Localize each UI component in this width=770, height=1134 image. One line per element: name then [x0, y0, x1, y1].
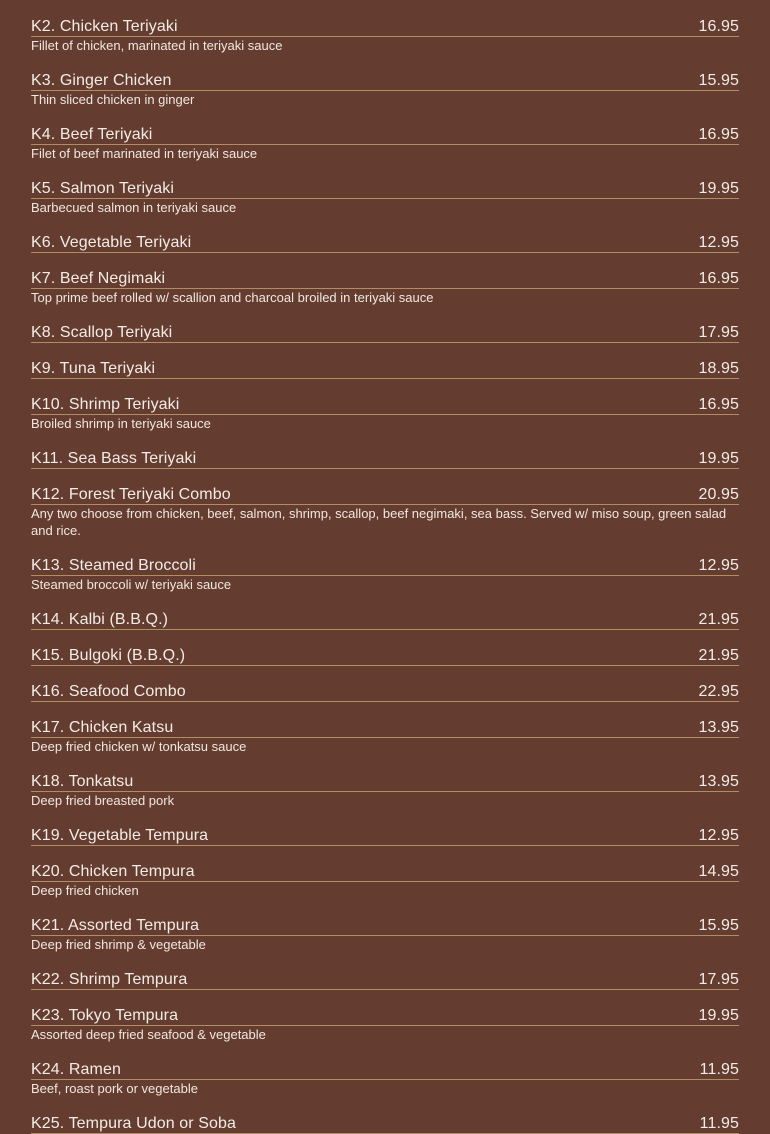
menu-item-header	[31, 358, 739, 379]
menu-item-header	[31, 394, 739, 415]
menu-item	[31, 124, 739, 178]
menu-item-header	[31, 555, 739, 576]
menu-item	[31, 16, 739, 70]
menu-item	[31, 358, 739, 394]
item-name: K3. Ginger Chicken	[31, 72, 172, 89]
item-description: Beef, roast pork or vegetable	[31, 1081, 198, 1096]
menu-item	[31, 178, 739, 232]
item-name: K17. Chicken Katsu	[31, 719, 174, 736]
menu-item	[31, 1059, 739, 1113]
item-name: K8. Scallop Teriyaki	[31, 324, 173, 341]
item-price: 13.95	[698, 773, 739, 790]
menu-item	[31, 861, 739, 915]
item-price: 12.95	[698, 557, 739, 574]
item-name: K13. Steamed Broccoli	[31, 557, 196, 574]
item-price: 19.95	[698, 1007, 739, 1024]
item-name: K23. Tokyo Tempura	[31, 1007, 179, 1024]
item-price: 12.95	[698, 827, 739, 844]
menu-item-header	[31, 178, 739, 199]
item-name: K18. Tonkatsu	[31, 773, 134, 790]
item-price: 17.95	[698, 971, 739, 988]
menu-item	[31, 825, 739, 861]
item-name: K24. Ramen	[31, 1061, 121, 1078]
menu-item-header	[31, 268, 739, 289]
menu-item-header	[31, 484, 739, 505]
item-price: 19.95	[698, 450, 739, 467]
menu-item	[31, 322, 739, 358]
menu-item-header	[31, 1005, 739, 1026]
item-price: 21.95	[698, 611, 739, 628]
menu-item-header	[31, 609, 739, 630]
menu-item	[31, 232, 739, 268]
item-price: 16.95	[698, 18, 739, 35]
menu-item	[31, 268, 739, 322]
item-description: Assorted deep fried seafood & vegetable	[31, 1027, 266, 1042]
item-description: Thin sliced chicken in ginger	[31, 92, 195, 107]
item-price: 16.95	[698, 270, 739, 287]
menu-item-header	[31, 70, 739, 91]
item-price: 14.95	[698, 863, 739, 880]
item-price: 21.95	[698, 647, 739, 664]
item-price: 15.95	[698, 72, 739, 89]
item-name: K5. Salmon Teriyaki	[31, 180, 175, 197]
menu-item-header	[31, 1113, 739, 1134]
menu-item	[31, 70, 739, 124]
item-price: 13.95	[698, 719, 739, 736]
menu-item	[31, 969, 739, 1005]
menu-item-header	[31, 16, 739, 37]
menu-item	[31, 484, 739, 555]
item-name: K25. Tempura Udon or Soba	[31, 1115, 236, 1132]
menu-item	[31, 448, 739, 484]
item-description: Deep fried breasted pork	[31, 793, 175, 808]
item-name: K2. Chicken Teriyaki	[31, 18, 178, 35]
menu-item	[31, 681, 739, 717]
menu-item	[31, 394, 739, 448]
menu-item-header	[31, 915, 739, 936]
item-price: 19.95	[698, 180, 739, 197]
item-price: 16.95	[698, 126, 739, 143]
menu-item-header	[31, 232, 739, 253]
item-name: K21. Assorted Tempura	[31, 917, 200, 934]
menu-item-header	[31, 681, 739, 702]
menu-item	[31, 1113, 739, 1134]
item-description: Deep fried shrimp & vegetable	[31, 937, 206, 952]
item-name: K6. Vegetable Teriyaki	[31, 234, 192, 251]
item-name: K11. Sea Bass Teriyaki	[31, 450, 197, 467]
menu-item	[31, 1005, 739, 1059]
item-description: Barbecued salmon in teriyaki sauce	[31, 200, 237, 215]
item-name: K22. Shrimp Tempura	[31, 971, 188, 988]
menu-item-header	[31, 1059, 739, 1080]
item-name: K10. Shrimp Teriyaki	[31, 396, 180, 413]
item-price: 11.95	[699, 1115, 739, 1132]
menu-item	[31, 771, 739, 825]
menu-item	[31, 555, 739, 609]
item-name: K20. Chicken Tempura	[31, 863, 195, 880]
item-price: 20.95	[698, 486, 739, 503]
menu-item-header	[31, 322, 739, 343]
item-name: K19. Vegetable Tempura	[31, 827, 209, 844]
item-description: Deep fried chicken w/ tonkatsu sauce	[31, 739, 247, 754]
item-price: 17.95	[698, 324, 739, 341]
menu-item-header	[31, 717, 739, 738]
item-name: K9. Tuna Teriyaki	[31, 360, 156, 377]
item-name: K12. Forest Teriyaki Combo	[31, 486, 231, 503]
item-name: K7. Beef Negimaki	[31, 270, 166, 287]
item-price: 12.95	[698, 234, 739, 251]
item-price: 22.95	[698, 683, 739, 700]
menu-item-header	[31, 124, 739, 145]
item-price: 15.95	[698, 917, 739, 934]
item-price: 11.95	[699, 1061, 739, 1078]
menu-item-header	[31, 645, 739, 666]
menu-item	[31, 645, 739, 681]
menu-item-header	[31, 771, 739, 792]
menu-item-header	[31, 969, 739, 990]
item-description: Steamed broccoli w/ teriyaki sauce	[31, 577, 232, 592]
menu-item	[31, 609, 739, 645]
menu-list	[31, 0, 739, 1134]
item-price: 18.95	[698, 360, 739, 377]
item-description: Fillet of chicken, marinated in teriyaki sauce	[31, 38, 283, 53]
menu-item	[31, 915, 739, 969]
menu-item	[31, 717, 739, 771]
item-name: K14. Kalbi (B.B.Q.)	[31, 611, 169, 628]
item-description: Deep fried chicken	[31, 883, 139, 898]
menu-item-header	[31, 448, 739, 469]
item-price: 16.95	[698, 396, 739, 413]
item-name: K4. Beef Teriyaki	[31, 126, 153, 143]
item-name: K15. Bulgoki (B.B.Q.)	[31, 647, 186, 664]
item-description: Any two choose from chicken, beef, salmon, shrimp, scallop, beef negimaki, sea bass. Served w/ miso soup, green salad and rice.	[31, 506, 727, 538]
item-description: Filet of beef marinated in teriyaki sauce	[31, 146, 258, 161]
menu-item-header	[31, 825, 739, 846]
item-description: Broiled shrimp in teriyaki sauce	[31, 416, 211, 431]
menu-item-header	[31, 861, 739, 882]
item-description: Top prime beef rolled w/ scallion and charcoal broiled in teriyaki sauce	[31, 290, 434, 305]
item-name: K16. Seafood Combo	[31, 683, 186, 700]
